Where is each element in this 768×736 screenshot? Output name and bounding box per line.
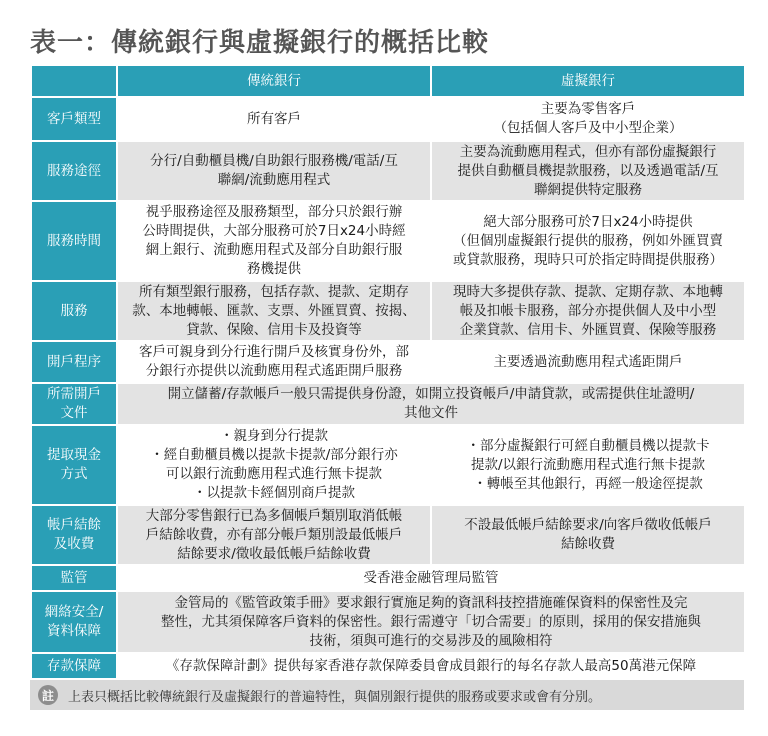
row-balance (31, 505, 745, 565)
footnote-text: 上表只概括比較傳統銀行及虛擬銀行的普遍特性，與個別銀行提供的服務或要求或會有分別。 (68, 689, 602, 705)
header-virtual: 虛擬銀行 (431, 65, 745, 97)
cell-traditional: ・親身到分行提款 ・經自動櫃員機以提款卡提款/部分銀行亦 可以銀行流動應用程式進行無卡提款 ・以提款卡經個別商戶提款 (117, 425, 431, 505)
cell-traditional: 大部分零售銀行已為多個帳戶類別取消低帳 戶結餘收費，亦有部分帳戶類別設最低帳戶 結餘要求/徵收最低帳戶結餘收費 (117, 505, 431, 565)
cell-traditional: 客戶可親身到分行進行開戶及核實身份外，部 分銀行亦提供以流動應用程式遙距開戶服務 (117, 341, 431, 383)
row-label: 服務 (31, 281, 117, 341)
note-badge-icon: 註 (38, 685, 58, 705)
cell-shared: 開立儲蓄/存款帳戶一般只需提供身份證，如開立投資帳戶/申請貸款，或需提供住址證明/ 其他文件 (117, 383, 745, 425)
row-client-type (31, 97, 745, 141)
cell-virtual: 主要為流動應用程式，但亦有部份虛擬銀行 提供自動櫃員機提款服務，以及透過電話/互 聯網提供特定服務 (431, 141, 745, 201)
cell-virtual: 主要透過流動應用程式遙距開戶 (431, 341, 745, 383)
row-opening (31, 341, 745, 383)
cell-shared: 受香港金融管理局監管 (117, 565, 745, 591)
cell-traditional: 所有客戶 (117, 97, 431, 141)
cell-virtual: ・部分虛擬銀行可經自動櫃員機以提款卡 提款/以銀行流動應用程式進行無卡提款 ・轉帳至其他銀行，再經一般途徑提款 (431, 425, 745, 505)
cell-traditional: 所有類型銀行服務，包括存款、提款、定期存 款、本地轉帳、匯款、支票、外匯買賣、按揭、 貸款、保險、信用卡及投資等 (117, 281, 431, 341)
header-corner (31, 65, 117, 97)
cell-shared: 《存款保障計劃》提供每家香港存款保障委員會成員銀行的每名存款人最高50萬港元保障 (117, 653, 745, 679)
row-label: 開戶程序 (31, 341, 117, 383)
row-services (31, 281, 745, 341)
row-documents (31, 383, 745, 425)
cell-virtual: 不設最低帳戶結餘要求/向客戶徵收低帳戶 結餘收費 (431, 505, 745, 565)
cell-traditional: 視乎服務途徑及服務類型，部分只於銀行辦 公時間提供，大部分服務可於7日x24小時經 網上銀行、流動應用程式及部分自助銀行服 務機提供 (117, 201, 431, 281)
row-label: 網絡安全/ 資料保障 (31, 591, 117, 653)
row-label: 提取現金 方式 (31, 425, 117, 505)
row-label: 服務時間 (31, 201, 117, 281)
cell-virtual: 現時大多提供存款、提款、定期存款、本地轉 帳及扣帳卡服務，部分亦提供個人及中小型 企業貸款、信用卡、外匯買賣、保險等服務 (431, 281, 745, 341)
cell-traditional: 分行/自動櫃員機/自助銀行服務機/電話/互 聯網/流動應用程式 (117, 141, 431, 201)
row-deposit (31, 653, 745, 679)
row-regulation (31, 565, 745, 591)
page-title: 表一：傳統銀行與虛擬銀行的概括比較 (30, 28, 490, 58)
row-security (31, 591, 745, 653)
row-channels (31, 141, 745, 201)
row-label: 所需開戶 文件 (31, 383, 117, 425)
row-label: 服務途徑 (31, 141, 117, 201)
row-label: 帳戶結餘 及收費 (31, 505, 117, 565)
row-label: 客戶類型 (31, 97, 117, 141)
row-hours (31, 201, 745, 281)
footnote (30, 680, 744, 710)
row-label: 存款保障 (31, 653, 117, 679)
cell-shared: 金管局的《監管政策手冊》要求銀行實施足夠的資訊科技控措施確保資料的保密性及完 整性，尤其須保障客戶資料的保密性。銀行需遵守「切合需要」的原則，採用的保安措施與 技術，須與可進行的交易涉及的風險相符 (117, 591, 745, 653)
row-withdrawal (31, 425, 745, 505)
comparison-table (30, 64, 746, 680)
row-label: 監管 (31, 565, 117, 591)
header-traditional: 傳統銀行 (117, 65, 431, 97)
table-header-row (31, 65, 745, 97)
cell-virtual: 絕大部分服務可於7日x24小時提供 （但個別虛擬銀行提供的服務，例如外匯買賣 或貸款服務，現時只可於指定時間提供服務） (431, 201, 745, 281)
cell-virtual: 主要為零售客戶 （包括個人客戶及中小型企業） (431, 97, 745, 141)
